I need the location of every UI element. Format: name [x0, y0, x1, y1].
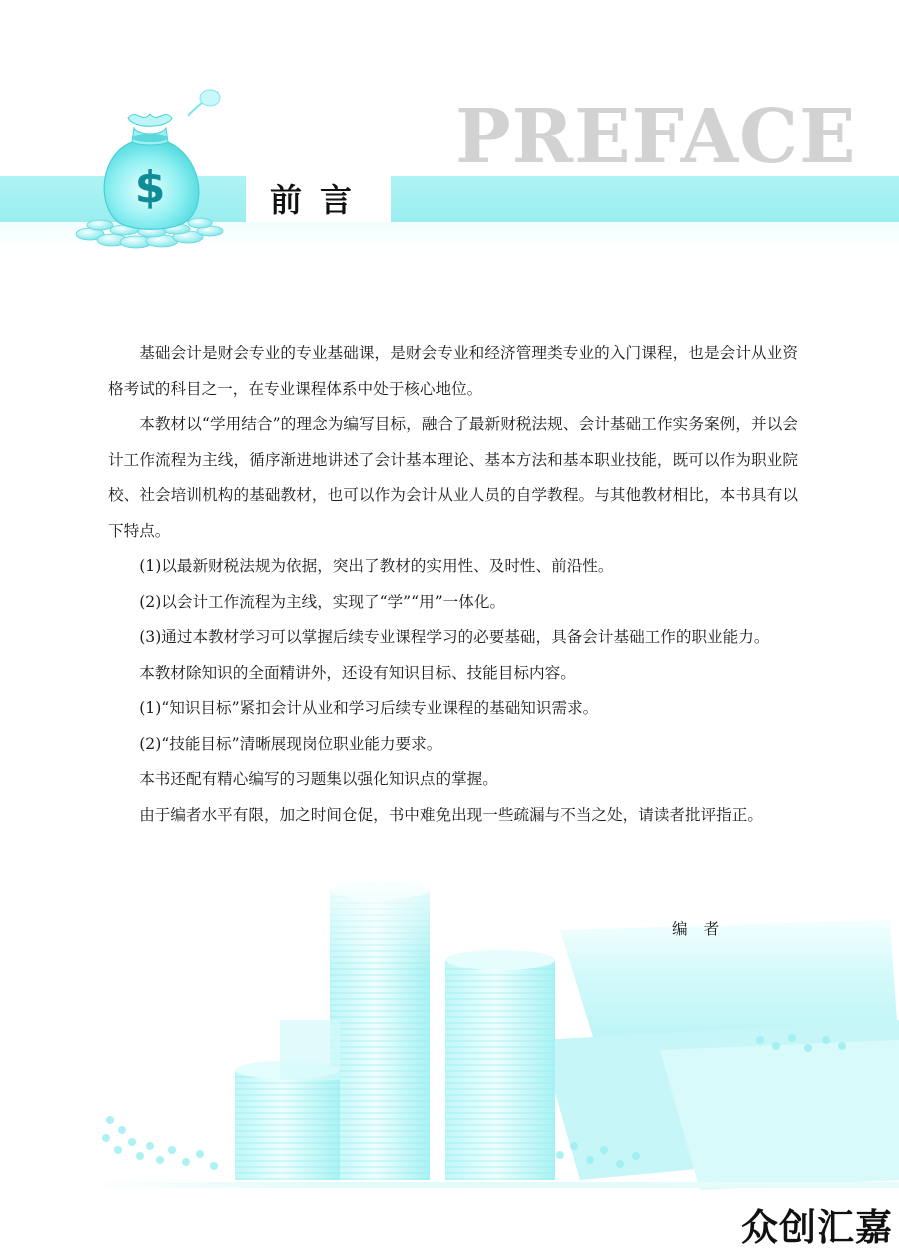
author-signature: 编者: [672, 920, 736, 938]
english-title: PREFACE: [455, 94, 857, 180]
paragraph: 本教材除知识的全面精讲外，还设有知识目标、技能目标内容。: [139, 663, 576, 682]
paragraph: (1)“知识目标”紧扣会计从业和学习后续专业课程的基础知识需求。: [139, 699, 599, 717]
preface-body: [108, 336, 798, 833]
dollar-sign-icon: $: [134, 162, 166, 213]
money-bag-icon: [70, 84, 230, 252]
paragraph: (3)通过本教材学习可以掌握后续专业课程学习的必要基础，具备会计基础工作的职业能力。: [139, 628, 770, 646]
watermark-logo: 众创汇嘉: [741, 1206, 893, 1249]
paragraph: 本书还配有精心编写的习题集以强化知识点的掌握。: [139, 770, 498, 788]
paragraph: 基础会计是财会专业的专业基础课，是财会专业和经济管理类专业的入门课程，也是会计从业资格考试的科目之一，在专业课程体系中处于核心地位。: [108, 344, 798, 398]
paragraph: (2)“技能目标”清晰展现岗位职业能力要求。: [139, 734, 443, 753]
page-title: 前言: [270, 181, 371, 219]
paragraph: (1)以最新财税法规为依据，突出了教材的实用性、及时性、前沿性。: [139, 557, 614, 575]
art-baseline: [86, 1182, 899, 1188]
coin-stacks-illustration: [0, 850, 899, 1190]
paragraph: 由于编者水平有限，加之时间仓促，书中难免出现一些疏漏与不当之处，请读者批评指正。: [139, 805, 763, 824]
paragraph: 本教材以“学用结合”的理念为编写目标，融合了最新财税法规、会计基础工作实务案例，并以会计工作流程为主线，循序渐进地讲述了会计基本理论、基本方法和基本职业技能，既可以作为职业院校、社会培训机构的基础教材，也可以作为会计从业人员的自学教程。与其他教材相比，本书具有以下特点。: [108, 415, 798, 540]
paragraph: (2)以会计工作流程为主线，实现了“学”“用”一体化。: [139, 592, 506, 611]
